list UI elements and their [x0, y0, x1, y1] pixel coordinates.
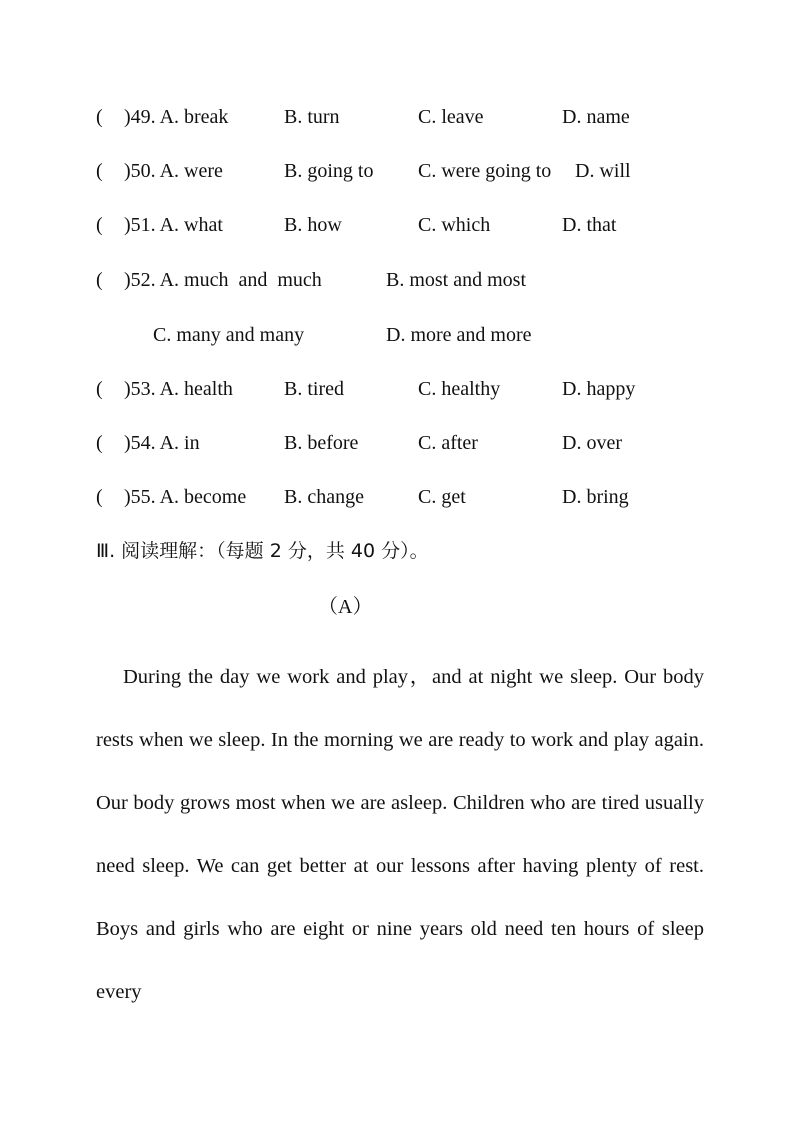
option-c: C. many and many — [153, 324, 305, 346]
answer-paren: ( — [96, 160, 103, 182]
question-number: )49. — [124, 106, 156, 128]
option-d: D. that — [562, 214, 617, 236]
option-b: B. how — [284, 214, 342, 236]
answer-paren: ( — [96, 378, 103, 400]
question-52-continued — [0, 320, 800, 350]
option-d: D. over — [562, 432, 622, 454]
option-a: A. much and much — [159, 269, 322, 291]
passage-label: （A） — [318, 596, 373, 618]
option-a: A. what — [159, 214, 223, 236]
option-c: C. healthy — [418, 378, 501, 400]
question-number-and-option-a — [124, 156, 223, 186]
question-number-and-option-a — [124, 482, 246, 512]
option-b: B. tired — [284, 378, 344, 400]
question-number-and-option-a — [124, 428, 200, 458]
passage-text: During the day we work and play，and at night we sleep. Our body rests when we sleep. In the morning we are ready to work and play again. Our body grows most when we are asleep. Children who are tired usually need sleep. We can get better at our lessons after having plenty of rest. Boys and girls who are eight or nine years old need ten hours of sleep every — [96, 666, 704, 1003]
question-number: )50. — [124, 160, 156, 182]
option-b: B. going to — [284, 160, 374, 182]
option-a: A. were — [159, 160, 223, 182]
option-c: C. were going to — [418, 160, 552, 182]
question-number-and-option-a — [124, 102, 228, 132]
option-b: B. most and most — [386, 269, 527, 291]
option-c: C. after — [418, 432, 478, 454]
answer-paren: ( — [96, 486, 103, 508]
option-d: D. will — [575, 160, 631, 182]
option-a: A. health — [159, 378, 233, 400]
question-52 — [0, 265, 800, 295]
question-number-and-option-a — [124, 265, 322, 295]
question-51 — [0, 210, 800, 240]
question-number: )51. — [124, 214, 156, 236]
question-number: )52. — [124, 269, 156, 291]
option-d: D. happy — [562, 378, 636, 400]
question-number: )53. — [124, 378, 156, 400]
answer-paren: ( — [96, 432, 103, 454]
option-b: B. before — [284, 432, 359, 454]
question-number-and-option-a — [124, 210, 223, 240]
question-49 — [0, 102, 800, 132]
option-c: C. which — [418, 214, 491, 236]
question-54 — [0, 428, 800, 458]
question-number-and-option-a — [124, 374, 233, 404]
option-b: B. change — [284, 486, 364, 508]
option-a: A. in — [159, 432, 200, 454]
option-d: D. bring — [562, 486, 629, 508]
question-number: )55. — [124, 486, 156, 508]
question-53 — [0, 374, 800, 404]
answer-paren: ( — [96, 106, 103, 128]
option-d: D. more and more — [386, 324, 532, 346]
option-b: B. turn — [284, 106, 340, 128]
option-d: D. name — [562, 106, 630, 128]
question-55 — [0, 482, 800, 512]
option-c: C. leave — [418, 106, 484, 128]
option-c: C. get — [418, 486, 466, 508]
option-a: A. become — [159, 486, 247, 508]
question-number: )54. — [124, 432, 156, 454]
section-heading-reading: Ⅲ. 阅读理解：（每题 2 分，共 40 分）。 — [96, 540, 429, 562]
option-a: A. break — [159, 106, 229, 128]
answer-paren: ( — [96, 214, 103, 236]
answer-paren: ( — [96, 269, 103, 291]
question-50 — [0, 156, 800, 186]
